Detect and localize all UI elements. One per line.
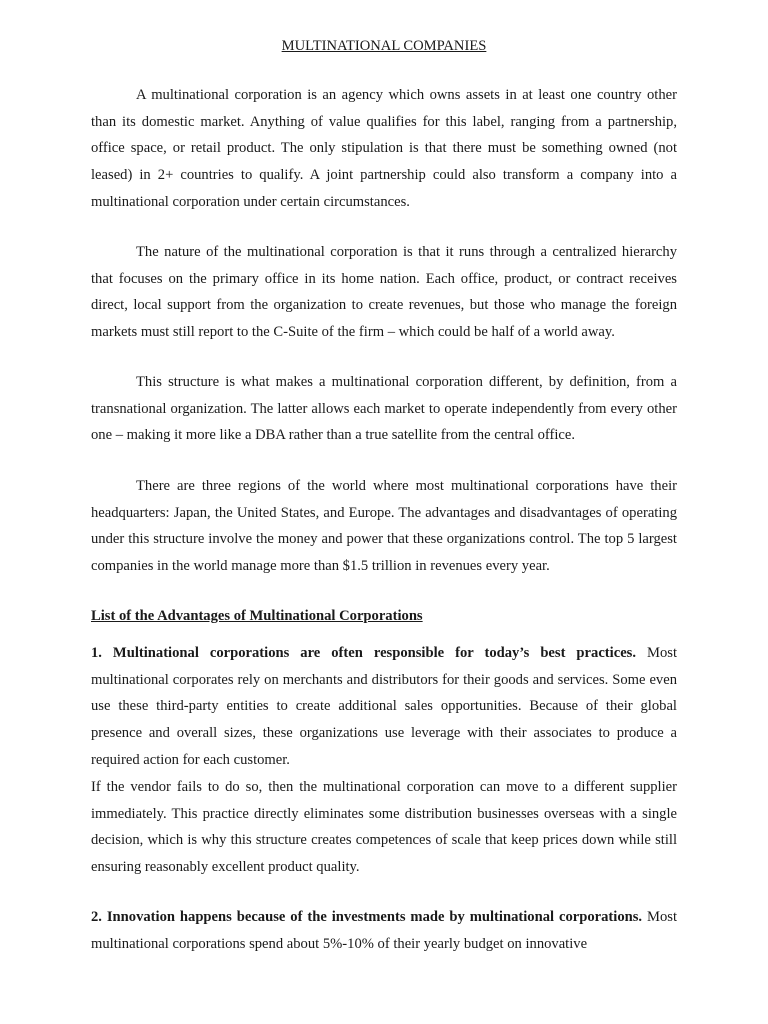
paragraph-definition: A multinational corporation is an agency which owns assets in at least one country other than its domestic market. Anything of value qualifies for this label, ranging from a partnership, office space, or retail product. The only stipulation is that there must be something owned (not leased) in 2+ countries to qualify. A joint partnership could also transform a company into a multinational corporation under certain circumstances. <box>91 87 677 210</box>
advantage-point-2-text: Most multinational corporations spend about 5%-10% of their yearly budget on innovative <box>91 909 678 952</box>
section-heading-advantages: List of the Advantages of Multinational Corporations <box>91 608 423 624</box>
paragraph-nature: The nature of the multinational corporation is that it runs through a centralized hierarchy that focuses on the primary office in its home nation. Each office, product, or contract receives direct, local support from the organization to create revenues, but those who manage the foreign markets must still report to the C-Suite of the firm – which could be half of a world away. <box>91 244 677 341</box>
advantage-point-1 <box>91 640 677 774</box>
advantage-point-1-text: Most multinational corporates rely on merchants and distributors for their goods and services. Some even use these third-party entities to create additional sales opportunities. Because of their global presence and overall sizes, these organizations use leverage with their associates to produce a required action for each customer. <box>91 645 678 768</box>
advantage-point-1-continued: If the vendor fails to do so, then the multinational corporation can move to a different supplier immediately. This practice directly eliminates some distribution businesses overseas with a single decision, which is why this structure creates competences of scale that keep prices down while still ensuring reasonably excellent product quality. <box>91 779 677 876</box>
paragraph-structure: This structure is what makes a multinational corporation different, by definition, from a transnational organization. The latter allows each market to operate independently from every other one – making it more like a DBA rather than a true satellite from the central office. <box>91 374 677 444</box>
advantage-point-2 <box>91 904 677 957</box>
advantage-point-2-heading: 2. Innovation happens because of the investments made by multinational corporations. <box>91 909 643 925</box>
document-title: MULTINATIONAL COMPANIES <box>281 38 487 54</box>
advantage-point-1-heading: 1. Multinational corporations are often responsible for today’s best practices. <box>91 645 637 661</box>
paragraph-regions: There are three regions of the world where most multinational corporations have their headquarters: Japan, the United States, and Europe. The advantages and disadvantages of operating under this structure involve the money and power that these organizations control. The top 5 largest companies in the world manage more than $1.5 trillion in revenues every year. <box>91 478 677 575</box>
